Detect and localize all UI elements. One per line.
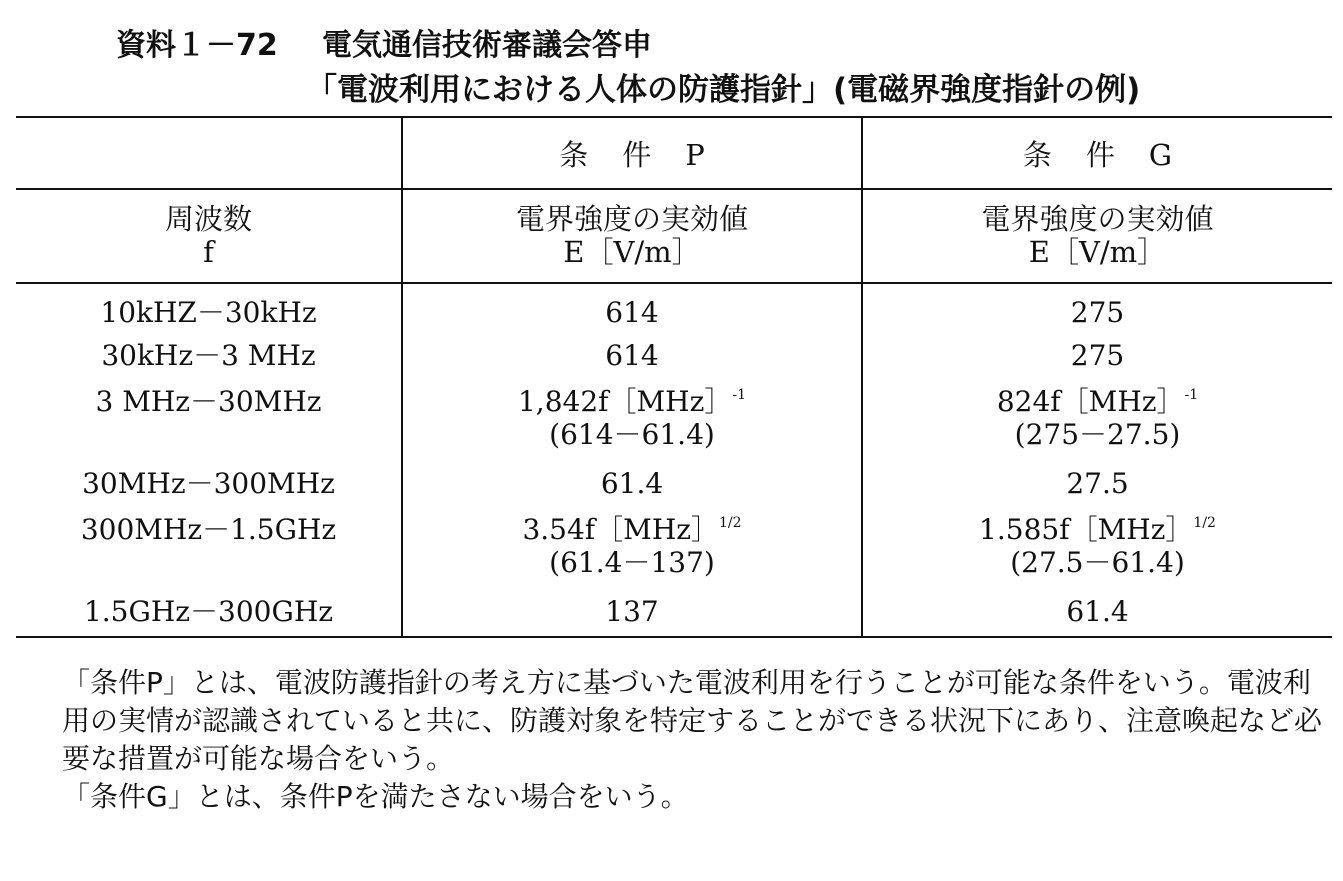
condition-g-cell: 61.4	[862, 585, 1332, 637]
condition-g-range: (27.5－61.4)	[1010, 546, 1185, 579]
note-condition-p: 「条件P」とは、電波防護指針の考え方に基づいた電波利用を行うことが可能な条件をいう。電波利用の実情が認識されていると共に、防護対象を特定することができる状況下にあり、注意喚起など必要な措置が可能な場合をいう。	[62, 666, 1323, 775]
table-row	[16, 503, 1332, 585]
table-row	[16, 283, 1332, 329]
frequency-cell: 30kHz－3 MHz	[101, 339, 316, 372]
condition-p-formula: 3.54f［MHz］	[522, 513, 720, 546]
condition-p-cell	[402, 503, 862, 585]
value-unit-g: E［V/m］	[1028, 235, 1167, 269]
condition-p-formula: 1,842f［MHz］	[517, 385, 733, 418]
condition-p-range: (61.4－137)	[549, 546, 715, 579]
condition-p-cell: 137	[402, 585, 862, 637]
table-row	[16, 585, 1332, 637]
condition-g-cell	[862, 375, 1332, 457]
table-body	[16, 283, 1332, 637]
page-title: 電気通信技術審議会答申	[322, 28, 652, 63]
frequency-cell: 3 MHz－30MHz	[95, 385, 322, 418]
condition-g-header: 条件G	[862, 117, 1332, 189]
value-unit-p: E［V/m］	[563, 235, 701, 269]
condition-p-cell: 614	[402, 329, 862, 375]
note-condition-g: 「条件G」とは、条件Pを満たさない場合をいう。	[62, 780, 689, 813]
notes-section	[62, 664, 1332, 816]
condition-header-row	[16, 117, 1332, 189]
condition-p-header: 条件P	[402, 117, 862, 189]
condition-p-cell: 614	[402, 283, 862, 329]
field-strength-table	[16, 116, 1332, 638]
value-header-g	[862, 189, 1332, 283]
table-row	[16, 457, 1332, 503]
frequency-symbol: f	[203, 235, 214, 269]
frequency-cell: 1.5GHz－300GHz	[83, 595, 334, 628]
condition-g-formula: 1.585f［MHz］	[979, 513, 1194, 546]
frequency-header	[16, 189, 402, 283]
condition-g-cell	[862, 503, 1332, 585]
frequency-label: 周波数	[164, 202, 252, 236]
value-label-p: 電界強度の実効値	[515, 202, 748, 236]
table-row	[16, 375, 1332, 457]
condition-p-cell	[402, 375, 862, 457]
frequency-cell: 300MHz－1.5GHz	[80, 513, 337, 546]
condition-g-exponent: 1/2	[1193, 515, 1216, 531]
column-header-row	[16, 189, 1332, 283]
table-row	[16, 329, 1332, 375]
condition-g-cell: 275	[862, 283, 1332, 329]
empty-header-cell	[16, 117, 402, 189]
value-header-p	[402, 189, 862, 283]
value-label-g: 電界強度の実効値	[981, 202, 1214, 236]
condition-g-exponent: -1	[1184, 387, 1199, 403]
condition-g-cell: 275	[862, 329, 1332, 375]
condition-p-range: (614－61.4)	[549, 418, 715, 451]
condition-g-cell: 27.5	[862, 457, 1332, 503]
frequency-cell: 10kHZ－30kHz	[100, 296, 317, 329]
condition-g-formula: 824f［MHz］	[996, 385, 1185, 418]
condition-p-cell: 61.4	[402, 457, 862, 503]
condition-p-exponent: 1/2	[719, 515, 742, 531]
condition-g-range: (275－27.5)	[1014, 418, 1181, 451]
frequency-cell: 30MHz－300MHz	[82, 467, 335, 500]
page-subtitle: 「電波利用における人体の防護指針」(電磁界強度指針の例)	[306, 72, 1141, 108]
condition-p-exponent: -1	[732, 387, 746, 403]
document-label: 資料１－72	[116, 28, 278, 63]
